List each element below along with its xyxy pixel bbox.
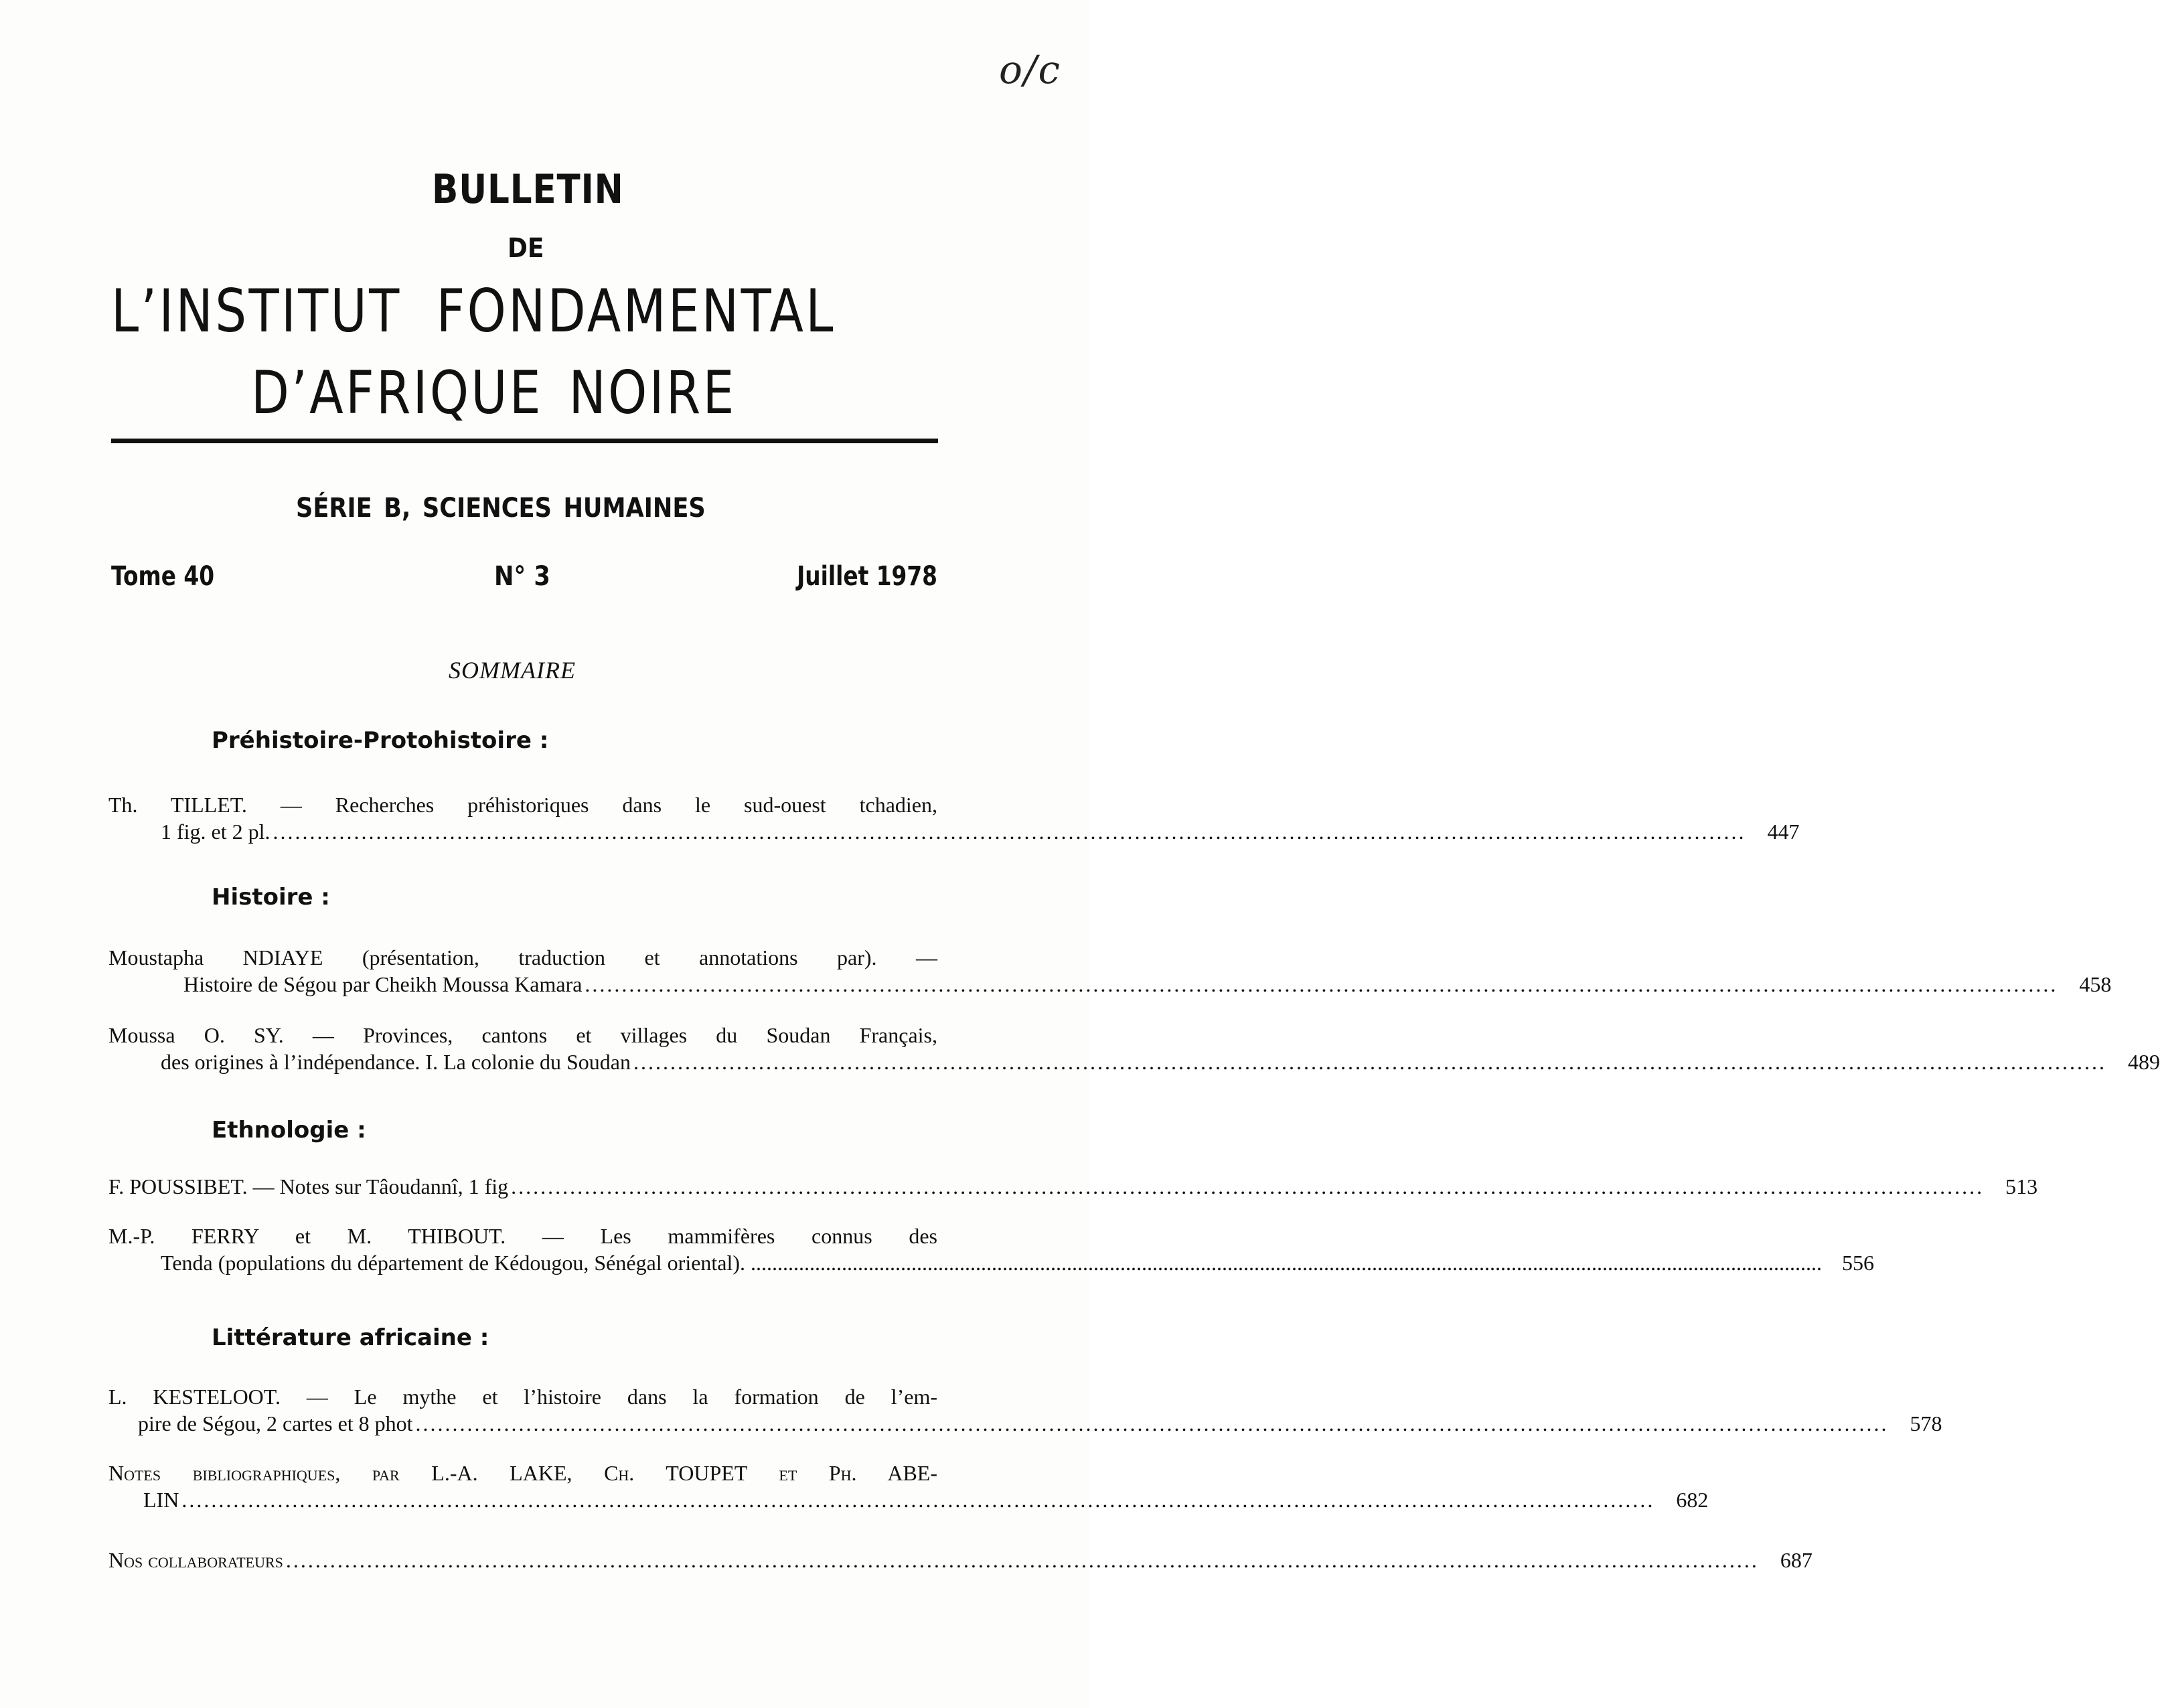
entry-page-number: 578 (1910, 1411, 1942, 1435)
title-bulletin: BULLETIN (432, 166, 624, 213)
entry-page-number: 447 (1767, 820, 1800, 844)
dot-leader: ........................................................................................................................................................................................................ (511, 1174, 1985, 1198)
entry-text-line1: F. POUSSIBET. — Notes sur Tâoudannî, 1 fig (108, 1174, 509, 1198)
entry-page-number: 687 (1780, 1548, 1812, 1572)
issue-number: N° 3 (494, 561, 550, 592)
toc-entry-sy (108, 1022, 2160, 1075)
entry-text-line2: des origines à l’indépendance. I. La colonie du Soudan (161, 1050, 631, 1074)
entry-page-number: 682 (1676, 1488, 1709, 1512)
handwritten-corner-mark: o/c (999, 47, 1061, 92)
entry-text-line2: Histoire de Ségou par Cheikh Moussa Kamara (183, 972, 583, 996)
title-rule (111, 439, 938, 443)
dot-leader: ........................................................................................................................................................................................................ (181, 1488, 1655, 1512)
entry-text-line1: Notes bibliographiques, par L.-A. LAKE, Ch. TOUPET et Ph. ABE- (108, 1461, 937, 1485)
entry-text-line1: Moussa O. SY. — Provinces, cantons et villages du Soudan Français, (108, 1023, 937, 1047)
title-institut: L’INSTITUT FONDAMENTAL (111, 277, 836, 345)
dot-leader: ........................................................................................................................................................................................................ (415, 1411, 1889, 1435)
entry-page-number: 489 (2128, 1050, 2160, 1074)
entry-text-line2: LIN (143, 1488, 179, 1512)
entry-page-number: 458 (2079, 972, 2112, 996)
entry-text-line1: Th. TILLET. — Recherches préhistoriques dans le sud-ouest tchadien, (108, 793, 937, 817)
toc-entry-tillet (108, 791, 1800, 845)
series-label: SÉRIE B, SCIENCES HUMAINES (296, 493, 706, 524)
toc-entry-ndiaye (108, 944, 2112, 998)
entry-text-line2: Tenda (populations du département de Kédougou, Sénégal oriental). (161, 1251, 746, 1275)
entry-text-line1: L. KESTELOOT. — Le mythe et l’histoire dans la formation de l’em- (108, 1385, 937, 1409)
dot-leader: ........................................................................................................................................................................................................ (273, 820, 1746, 844)
toc-entry-collaborateurs (108, 1547, 1812, 1573)
dot-leader: ........................................................................................................................................................................................................ (285, 1548, 1759, 1572)
entry-text-line1: M.-P. FERRY et M. THIBOUT. — Les mammifères connus des (108, 1224, 937, 1248)
title-de: DE (508, 233, 544, 264)
entry-text-line2: pire de Ségou, 2 cartes et 8 phot (138, 1411, 413, 1435)
toc-entry-poussibet (108, 1173, 2038, 1200)
entry-page-number: 513 (2005, 1174, 2038, 1198)
volume-tome: Tome 40 (111, 561, 215, 592)
entry-text-line1: Moustapha NDIAYE (présentation, traduction et annotations par). — (108, 945, 937, 969)
section-prehistoire: Préhistoire-Protohistoire : (212, 727, 549, 754)
dot-leader: ........................................................................................................................................................................................................ (585, 972, 2058, 996)
dot-leader: ........................................................................................................................................................................................................ (633, 1050, 2106, 1074)
title-afrique-noire: D’AFRIQUE NOIRE (251, 358, 737, 427)
section-histoire: Histoire : (212, 884, 330, 911)
section-ethnologie: Ethnologie : (212, 1117, 366, 1144)
issue-date: Juillet 1978 (797, 561, 937, 592)
dot-leader: ........................................................................................................................................................................................................ (751, 1251, 1823, 1275)
entry-text-line2: 1 fig. et 2 pl. (161, 820, 271, 844)
contents-heading: SOMMAIRE (449, 657, 576, 684)
entry-text-line1: Nos collaborateurs (108, 1548, 283, 1572)
entry-page-number: 556 (1842, 1251, 1875, 1275)
toc-entry-kesteloot (108, 1383, 1942, 1437)
toc-entry-notes-bibliographiques (108, 1460, 1709, 1513)
section-litterature: Littérature africaine : (212, 1324, 489, 1351)
toc-entry-ferry (108, 1223, 1875, 1276)
